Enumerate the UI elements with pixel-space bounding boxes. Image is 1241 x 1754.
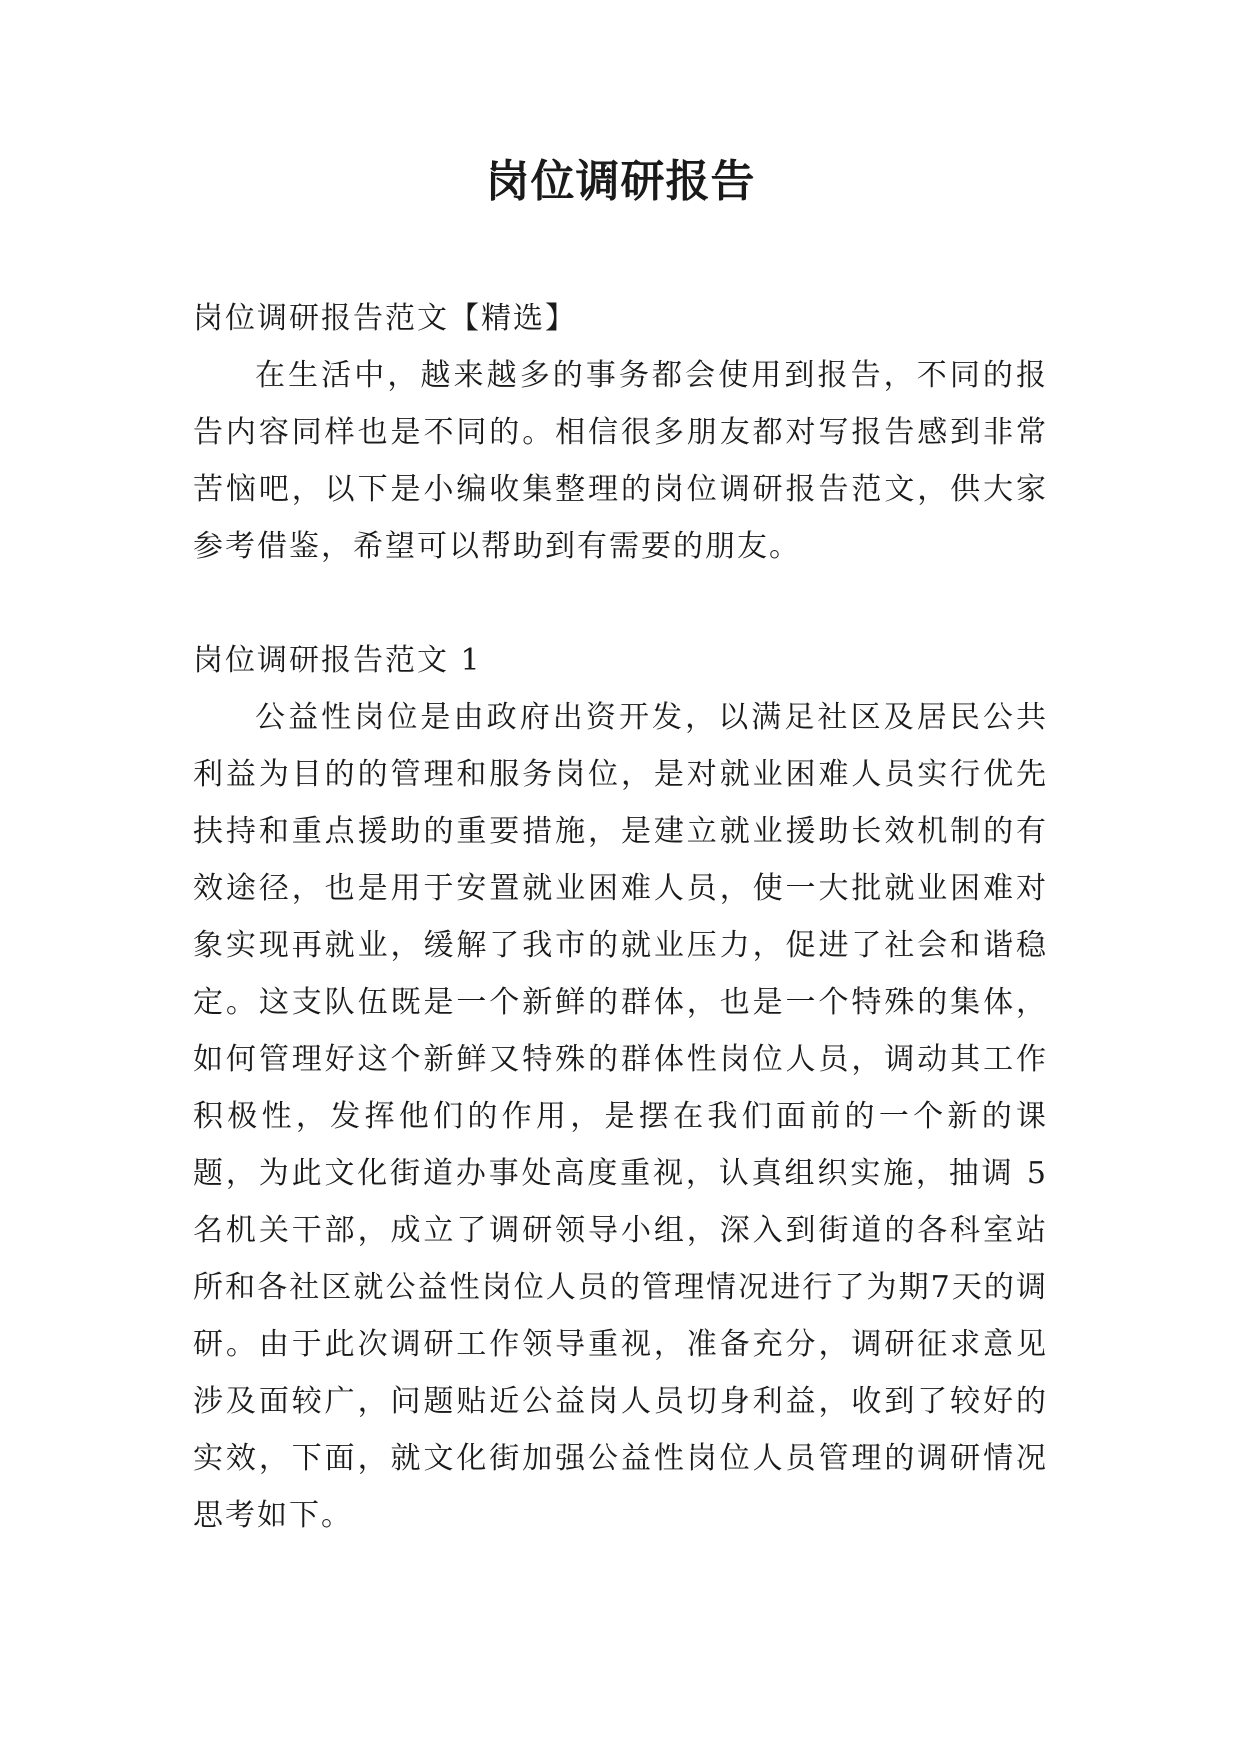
intro-paragraph: 在生活中，越来越多的事务都会使用到报告，不同的报告内容同样也是不同的。相信很多朋友都对写报告感到非常苦恼吧，以下是小编收集整理的岗位调研报告范文，供大家参考借鉴，希望可以帮助到有需要的朋友。 xyxy=(193,358,1048,564)
paragraph-gap xyxy=(193,575,1048,632)
document-title: 岗位调研报告 xyxy=(485,156,756,207)
subtitle-heading: 岗位调研报告范文【精选】 xyxy=(193,301,577,336)
section1-heading: 岗位调研报告范文 1 xyxy=(193,643,482,678)
section1-paragraph: 公益性岗位是由政府出资开发，以满足社区及居民公共利益为目的的管理和服务岗位，是对就业困难人员实行优先扶持和重点援助的重要措施，是建立就业援助长效机制的有效途径，也是用于安置就业困难人员，使一大批就业困难对象实现再就业，缓解了我市的就业压力，促进了社会和谐稳定。这支队伍既是一个新鲜的群体，也是一个特殊的集体，如何管理好这个新鲜又特殊的群体性岗位人员，调动其工作积极性，发挥他们的作用，是摆在我们面前的一个新的课题，为此文化街道办事处高度重视，认真组织实施，抽调 5 名机关干部，成立了调研领导小组，深入到街道的各科室站所和各社区就公益性岗位人员的管理情况进行了为期7天的调研。由于此次调研工作领导重视，准备充分，调研征求意见涉及面较广，问题贴近公益岗人员切身利益，收到了较好的实效，下面，就文化街加强公益性岗位人员管理的调研情况思考如下。 xyxy=(193,700,1048,1533)
document-body xyxy=(193,290,1048,1544)
